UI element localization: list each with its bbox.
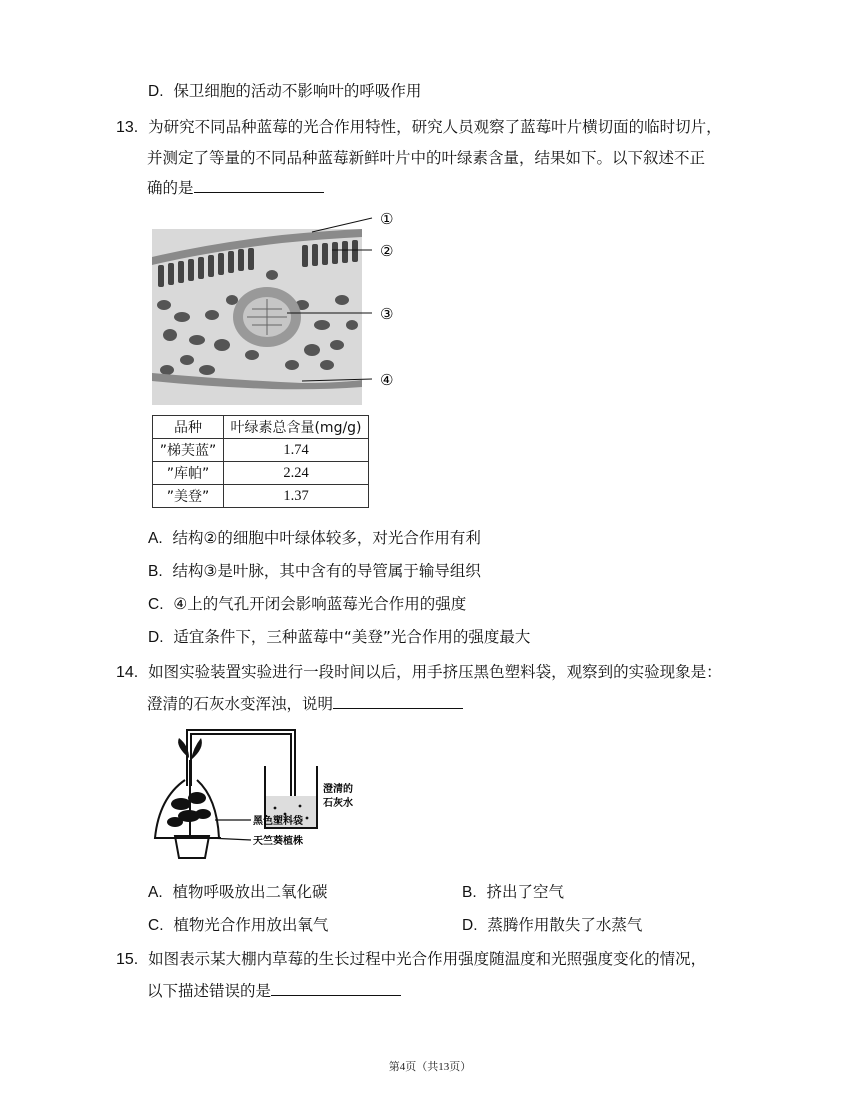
q14-stem-line2 <box>147 692 463 715</box>
option-letter: D. <box>148 629 164 646</box>
option-letter: D. <box>462 917 478 934</box>
question-number: 13. <box>116 119 139 136</box>
table-cell: 2.24 <box>224 462 369 485</box>
figure-label-2: ② <box>380 242 394 260</box>
option-text: 植物呼吸放出二氧化碳 <box>172 883 328 901</box>
option-text: 结构②的细胞中叶绿体较多，对光合作用有利 <box>172 529 481 547</box>
stem-text: 如图实验装置实验进行一段时间以后，用手挤压黑色塑料袋，观察到的实验现象是： <box>148 663 722 681</box>
stem-text: 如图表示某大棚内草莓的生长过程中光合作用强度随温度和光照强度变化的情况， <box>148 950 707 968</box>
q14-option-c <box>148 914 328 937</box>
limewater-label-line2: 石灰水 <box>323 798 353 809</box>
table-header-cell: 叶绿素总含量(mg/g) <box>224 416 369 439</box>
option-letter: C. <box>148 596 164 613</box>
answer-blank <box>194 176 324 193</box>
option-letter: D. <box>148 83 164 100</box>
q13-option-b <box>148 560 481 583</box>
q13-stem-line1 <box>116 116 722 139</box>
q13-stem-line3 <box>147 176 324 199</box>
q13-stem-line2: 并测定了等量的不同品种蓝莓新鲜叶片中的叶绿素含量，结果如下。以下叙述不正 <box>147 149 706 167</box>
q14-stem-line1 <box>116 661 722 684</box>
table-cell: ”美登” <box>153 485 224 508</box>
option-letter: B. <box>148 563 163 580</box>
stem-text: 为研究不同品种蓝莓的光合作用特性，研究人员观察了蓝莓叶片横切面的临时切片， <box>148 118 722 136</box>
option-text: 适宜条件下，三种蓝莓中“美登”光合作用的强度最大 <box>173 628 531 646</box>
option-text: 挤出了空气 <box>486 883 565 901</box>
table-cell: 1.74 <box>224 439 369 462</box>
table-header-row <box>153 416 369 439</box>
table-cell: 1.37 <box>224 485 369 508</box>
black-bag-label: 黑色塑料袋 <box>253 816 303 827</box>
plant-label: 天竺葵植株 <box>253 836 303 847</box>
option-letter: B. <box>462 884 477 901</box>
table-row <box>153 439 369 462</box>
option-text: ④上的气孔开闭会影响蓝莓光合作用的强度 <box>173 595 467 613</box>
option-text: 保卫细胞的活动不影响叶的呼吸作用 <box>173 82 422 100</box>
q14-option-a <box>148 881 328 904</box>
table-row <box>153 462 369 485</box>
q15-stem-line2 <box>147 979 401 1002</box>
table-header-cell: 品种 <box>153 416 224 439</box>
option-text: 蒸腾作用散失了水蒸气 <box>487 916 643 934</box>
option-letter: C. <box>148 917 164 934</box>
q12-option-d <box>148 80 421 103</box>
figure-label-4: ④ <box>380 371 394 389</box>
option-text: 结构③是叶脉，其中含有的导管属于输导组织 <box>172 562 481 580</box>
page-footer: 第4页（共13页） <box>388 1061 472 1073</box>
table-cell: ”库帕” <box>153 462 224 485</box>
figure-label-1: ① <box>380 210 394 228</box>
table-cell: ”梯芙蓝” <box>153 439 224 462</box>
figure-label-3: ③ <box>380 305 394 323</box>
option-letter: A. <box>148 530 163 547</box>
answer-blank <box>333 692 463 709</box>
experiment-apparatus-figure <box>145 718 395 878</box>
table-row <box>153 485 369 508</box>
option-letter: A. <box>148 884 163 901</box>
q14-option-b <box>462 881 564 904</box>
option-text: 植物光合作用放出氧气 <box>173 916 329 934</box>
chlorophyll-table <box>152 415 369 508</box>
stem-text: 以下描述错误的是 <box>147 982 272 1000</box>
q13-option-d <box>148 626 530 649</box>
q13-option-c <box>148 593 466 616</box>
limewater-label-line1: 澄清的 <box>323 784 353 795</box>
stem-text: 澄清的石灰水变浑浊，说明 <box>147 695 334 713</box>
stem-text: 确的是 <box>147 179 194 197</box>
q15-stem-line1 <box>116 948 706 971</box>
q13-option-a <box>148 527 481 550</box>
question-number: 15. <box>116 951 139 968</box>
q14-option-d <box>462 914 642 937</box>
leaf-cross-section-figure <box>152 205 397 405</box>
question-number: 14. <box>116 664 139 681</box>
answer-blank <box>271 979 401 996</box>
